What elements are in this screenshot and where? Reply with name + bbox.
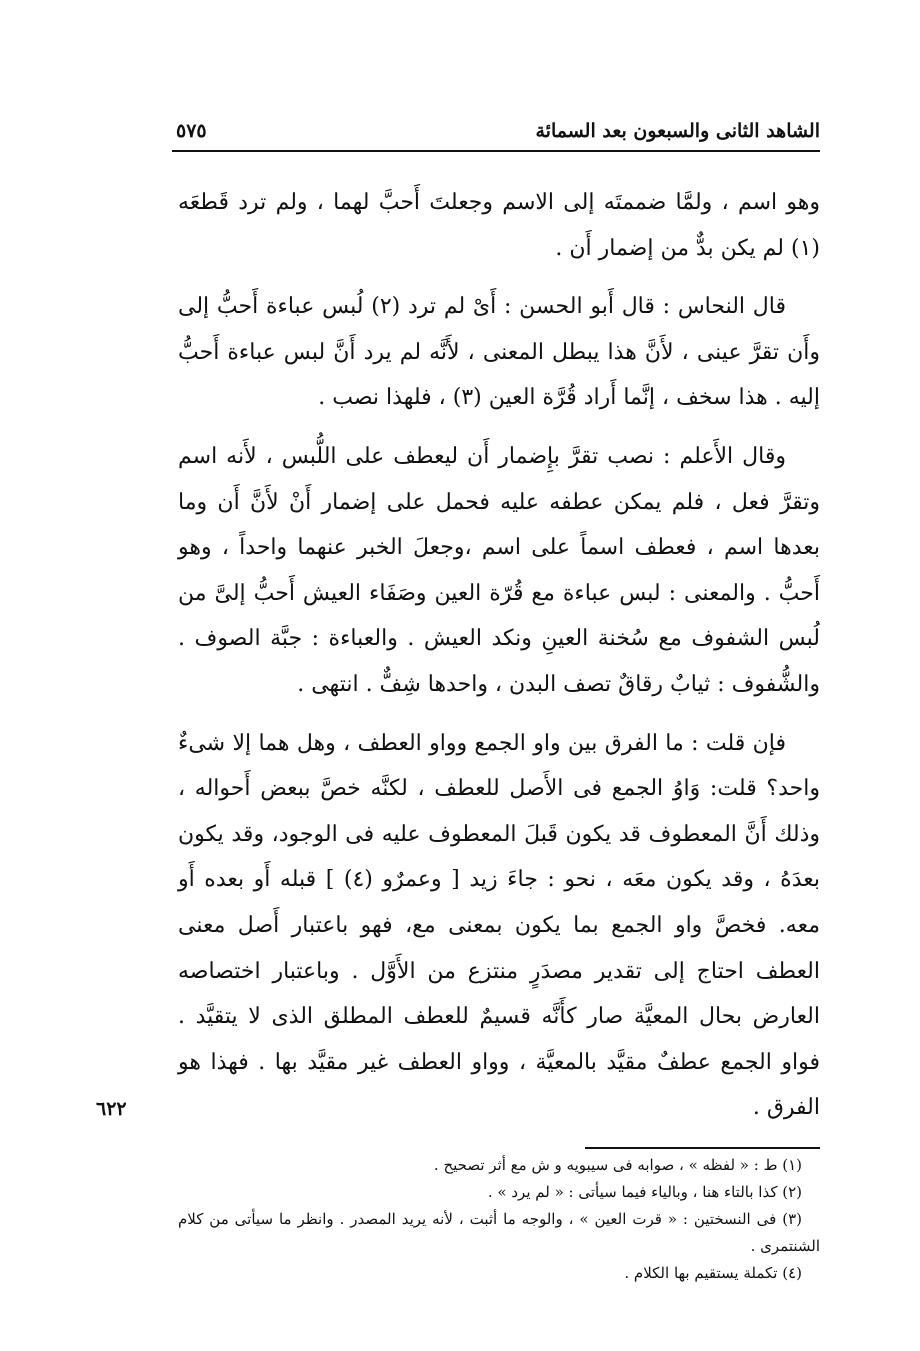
footnote: (٣) فى النسختين : « قرت العين » ، والوجه ما أثبت ، لأنه يريد المصدر . وانظر ما سيأتى من كلام الشنتمرى .: [178, 1210, 820, 1255]
footnote-divider: [585, 1147, 820, 1149]
footnote: (١) ط : « لفظه » ، صوابه فى سيبويه و ش مع أثر تصحيح .: [433, 1156, 802, 1174]
margin-page-number: ٦٢٢: [96, 1098, 127, 1120]
footnote: (٢) كذا بالتاء هنا ، وبالياء فيما سيأتى : « لم يرد » .: [487, 1183, 802, 1201]
footnotes: [178, 1152, 820, 1287]
page-number: ٥٧٥: [176, 120, 207, 142]
running-header: [172, 118, 820, 152]
paragraph: وهو اسم ، ولمَّا ضممتَه إلى الاسم وجعلتَ أَحبَّ لهما ، ولم ترد قَطعَه (١) لم يكن بدٌّ من إضمار أَن .: [178, 190, 820, 261]
main-text: [178, 180, 820, 1144]
paragraph: وقال الأَعلم : نصب تقرَّ بإِضمار أَن ليعطف على اللُّبس ، لأَنه اسم وتقرَّ فعل ، فلم يمكن عطفه عليه فحمل على إضمار أَنْ لأَنَّ أَن وما بعدها اسم ، فعطف اسماً على اسم ،وجعلَ الخبر عنهما واحداً ، وهو أَحبُّ . والمعنى : لبس عباءة مع قُرّة العين وصَفَاء العيش أَحبُّ إلىَّ من لُبس الشفوف مع سُخنة العينِ ونكد العيش . والعباءة : جبَّة الصوف . والشُّفوف : ثيابٌ رقاقٌ تصف البدن ، واحدها شِفٌّ . انتهى .: [178, 443, 820, 697]
footnote: (٤) تكملة يستقيم بها الكلام .: [624, 1264, 802, 1282]
paragraph: قال النحاس : قال أَبو الحسن : أَىْ لم ترد (٢) لُبس عباءة أَحبُّ إلى وأَن تقرَّ عينى ، لأَنَّ هذا يبطل المعنى ، لأَنَّه لم يرد أَنَّ لبس عباءة أَحبُّ إليه . هذا سخف ، إنَّما أَراد قُرَّة العين (٣) ، فلهذا نصب .: [178, 294, 820, 411]
running-title: الشاهد الثانى والسبعون بعد السمائة: [535, 120, 820, 142]
paragraph: فإن قلت : ما الفرق بين واو الجمع وواو العطف ، وهل هما إلا شىءٌ واحد؟ قلت: وَاوُ الجمع فى الأَصل للعطف ، لكنَّه خصَّ ببعض أَحواله ، وذلك أَنَّ المعطوف قد يكون قَبلَ المعطوف عليه فى الوجود، وقد يكون بعدَهُ ، وقد يكون معَه ، نحو : جاءَ زيد [ وعمرٌو (٤) ] قبله أَو بعده أَو معه. فخصَّ واو الجمع بما يكون بمعنى مع، فهو باعتبار أَصل معنى العطف احتاج إلى تقدير مصدَرٍ منتزع من الأَوَّل . وباعتبار اختصاصه العارض بحال المعيَّة صار كأَنَّه قسيمٌ للعطف المطلق الذى لا يتقيَّد . فواو الجمع عطفٌ مقيَّد بالمعيَّة ، وواو العطف غير مقيَّد بها . فهذا هو الفرق .: [178, 730, 820, 1121]
